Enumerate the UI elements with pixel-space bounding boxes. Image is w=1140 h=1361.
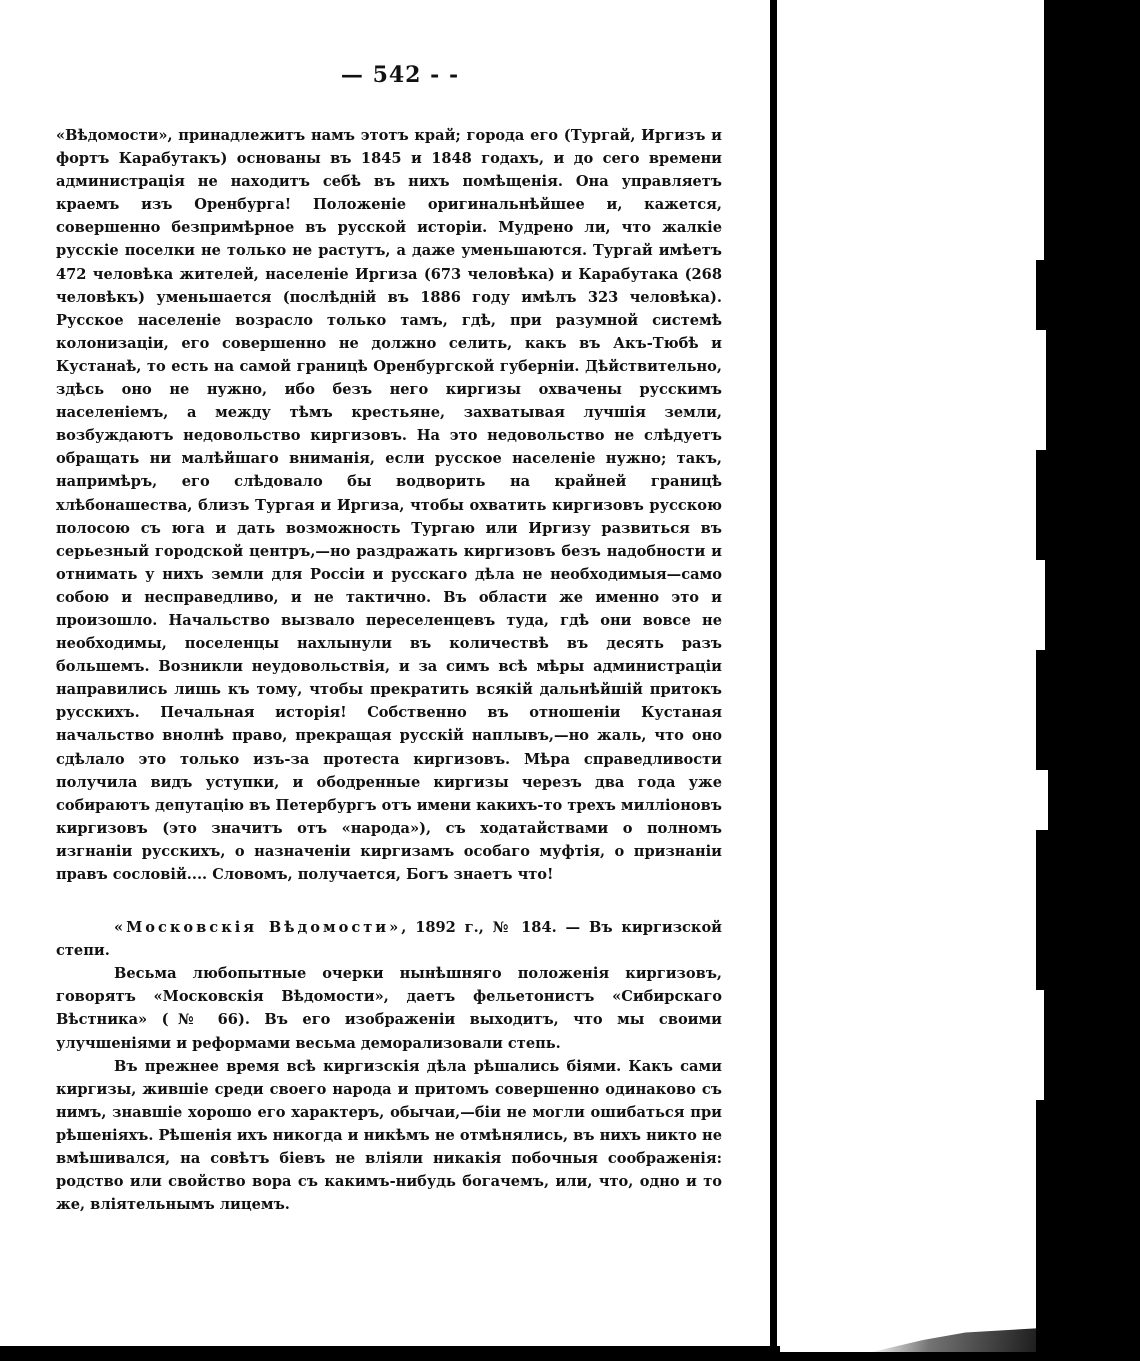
paragraph-1: «Вѣдомости», принадлежитъ намъ этотъ край; города его (Тургай, Иргизъ и фортъ Карабутакъ) основаны въ 1845 и 1848 годахъ, и до сего времени администрація не находитъ себѣ въ нихъ помѣщенія. Она управляетъ краемъ изъ Оренбурга! Положеніе оригинальнѣйшее и, кажется, совершенно безпримѣрное въ русской исторіи. Мудрено ли, что жалкіе русскіе поселки не только не растутъ, а даже уменьшаются. Тургай имѣетъ 472 человѣка жителей, населеніе Иргиза (673 человѣка) и Карабутака (268 человѣкъ) уменьшается (послѣдній въ 1886 году имѣлъ 323 человѣка). Русское населеніе возрасло только тамъ, гдѣ, при разумной системѣ колонизаціи, его совершенно не должно селить, какъ въ Акъ-Тюбѣ и Кустанаѣ, то есть на самой границѣ Оренбургской губерніи. Дѣйствительно, здѣсь оно не нужно, ибо безъ него киргизы охвачены русскимъ населеніемъ, а между тѣмъ крестьяне, захватывая лучшія земли, возбуждаютъ недовольство киргизовъ. На это недовольство не слѣдуетъ обращать ни малѣйшаго вниманія, если русское населеніе нужно; такъ, напримѣръ, его слѣдовало бы водворить на крайней границѣ хлѣбонашества, близъ Тургая и Иргиза, чтобы охватить киргизовъ русскою полосою съ юга и дать возможность Тургаю или Иргизу развиться въ серьезный городской центръ,—но раздражать киргизовъ безъ надобности и отнимать у нихъ земли для Россіи и русскаго дѣла не необходимыя—само собою и несправедливо, и не тактично. Въ области же именно это и произошло. Начальство вызвало переселенцевъ туда, гдѣ они вовсе не необходимы, поселенцы нахлынули въ количествѣ въ десять разъ большемъ. Возникли неудовольствія, и за симъ всѣ мѣры администраціи направились лишь къ тому, чтобы прекратить всякій дальнѣйшій притокъ русскихъ. Печальная исторія! Собственно въ отношеніи Кустаная начальство внолнѣ право, прекращая русскій наплывъ,—но жаль, что оно сдѣлало это только изъ-за протеста киргизовъ. Мѣра справедливости получила видъ уступки, и ободренные киргизы черезъ два года уже собираютъ депутацію въ Петербургъ отъ имени какихъ-то трехъ милліоновъ киргизовъ (это значитъ отъ «народа»), съ ходатайствами о полномъ изгнаніи русскихъ, о назначеніи киргизамъ особаго муфтія, о признаніи правъ сословій.... Словомъ, получается, Богъ знаетъ что! — [56, 127, 722, 883]
source-title: «Московскія Вѣдомости» — [114, 919, 402, 937]
paragraph-3: Въ прежнее время всѣ киргизскія дѣла рѣшались біями. Какъ сами киргизы, жившіе среди своего народа и притомъ совершенно одинаково съ нимъ, знавшіе хорошо его характеръ, обычаи,—біи не могли ошибаться при рѣшеніяхъ. Рѣшенія ихъ никогда и никѣмъ не отмѣнялись, въ нихъ никто не вмѣшивался, на совѣтъ біевъ не вліяли никакія побочныя соображенія: родство или свойство вора съ какимъ-нибудь богачемъ, или, что, одно и то же, вліятельнымъ лицемъ. — [56, 1057, 722, 1214]
main-text — [56, 124, 722, 1216]
source-details: , 1892 г., № 184. — Въ киргизской степи. — [56, 919, 723, 960]
paragraph-2: Весьма любопытные очерки нынѣшняго положенія киргизовъ, говорятъ «Московскія Вѣдомости», даетъ фельетонистъ «Сибирскаго Вѣстника» (№ 66). Въ его изображеніи выходитъ, что мы своими улучшеніями и реформами весьма деморализовали степь. — [56, 965, 722, 1052]
scan-bottom-bar-right — [776, 1352, 1036, 1361]
scan-bottom-bar — [0, 1346, 780, 1361]
page-number: — 542 - - — [340, 62, 460, 88]
scan-smudge — [872, 1322, 1042, 1352]
binding-line — [770, 0, 777, 1361]
source-heading — [56, 916, 722, 962]
scan-edge-strip — [1036, 0, 1140, 1361]
